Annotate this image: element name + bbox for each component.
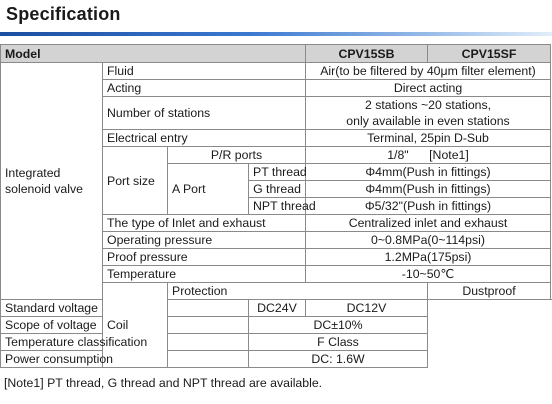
- fluid-value: Air(to be filtered by 40μm filter element): [306, 63, 551, 80]
- g-thread-label: G thread: [249, 181, 306, 198]
- temp-class-label: Temperature classification: [1, 334, 249, 351]
- table-header-row: [1, 45, 551, 63]
- temperature-value: -10~50℃: [306, 266, 551, 283]
- footnote: [Note1] PT thread, G thread and NPT thread are available.: [4, 376, 323, 390]
- protection-value: Dustproof: [428, 283, 551, 300]
- operating-pressure-label: Operating pressure: [103, 232, 306, 249]
- inlet-exhaust-value: Centralized inlet and exhaust: [306, 215, 551, 232]
- operating-pressure-value: 0~0.8MPa(0~114psi): [306, 232, 551, 249]
- stations-label: Number of stations: [103, 97, 306, 130]
- model-cpv15sb: CPV15SB: [306, 45, 428, 63]
- power-value: DC: 1.6W: [249, 351, 428, 368]
- electrical-entry-label: Electrical entry: [103, 130, 306, 147]
- specification-table: [0, 44, 551, 368]
- acting-label: Acting: [103, 80, 306, 97]
- temp-class-value: F Class: [249, 334, 428, 351]
- npt-thread-label: NPT thread: [249, 198, 306, 215]
- table-row-standard-voltage: [1, 300, 551, 317]
- electrical-entry-value: Terminal, 25pin D-Sub: [306, 130, 551, 147]
- page-title: Specification: [6, 4, 121, 24]
- port-size-label: Port size: [103, 147, 168, 215]
- standard-voltage-label: Standard voltage: [1, 300, 249, 317]
- model-header: Model: [1, 45, 306, 63]
- scope-voltage-label: Scope of voltage: [1, 317, 249, 334]
- integrated-solenoid-valve-label: Integrated solenoid valve: [1, 63, 103, 300]
- npt-thread-value: Φ5/32"(Push in fittings): [306, 198, 551, 215]
- inlet-exhaust-label: The type of Inlet and exhaust: [103, 215, 306, 232]
- model-cpv15sf: CPV15SF: [428, 45, 551, 63]
- pt-thread-value: Φ4mm(Push in fittings): [306, 164, 551, 181]
- stations-value: 2 stations ~20 stations, only available in even stations: [306, 97, 551, 130]
- acting-value: Direct acting: [306, 80, 551, 97]
- pr-ports-label: P/R ports: [168, 147, 306, 164]
- protection-label: Protection: [168, 283, 428, 300]
- coil-label: Coil: [103, 283, 168, 368]
- scope-voltage-value: DC±10%: [249, 317, 428, 334]
- fluid-label: Fluid: [103, 63, 306, 80]
- standard-voltage-sf: DC12V: [306, 300, 428, 317]
- power-label: Power consumption: [1, 351, 249, 368]
- table-row-fluid: [1, 63, 551, 80]
- proof-pressure-label: Proof pressure: [103, 249, 306, 266]
- g-thread-value: Φ4mm(Push in fittings): [306, 181, 551, 198]
- pr-ports-value: 1/8" [Note1]: [306, 147, 551, 164]
- table-row-temp-class: [1, 334, 551, 351]
- temperature-label: Temperature: [103, 266, 306, 283]
- a-port-label: A Port: [168, 164, 249, 215]
- table-row-scope-voltage: [1, 317, 551, 334]
- standard-voltage-sb: DC24V: [249, 300, 306, 317]
- pt-thread-label: PT thread: [249, 164, 306, 181]
- table-row-power: [1, 351, 551, 368]
- proof-pressure-value: 1.2MPa(175psi): [306, 249, 551, 266]
- title-underline: [0, 32, 552, 36]
